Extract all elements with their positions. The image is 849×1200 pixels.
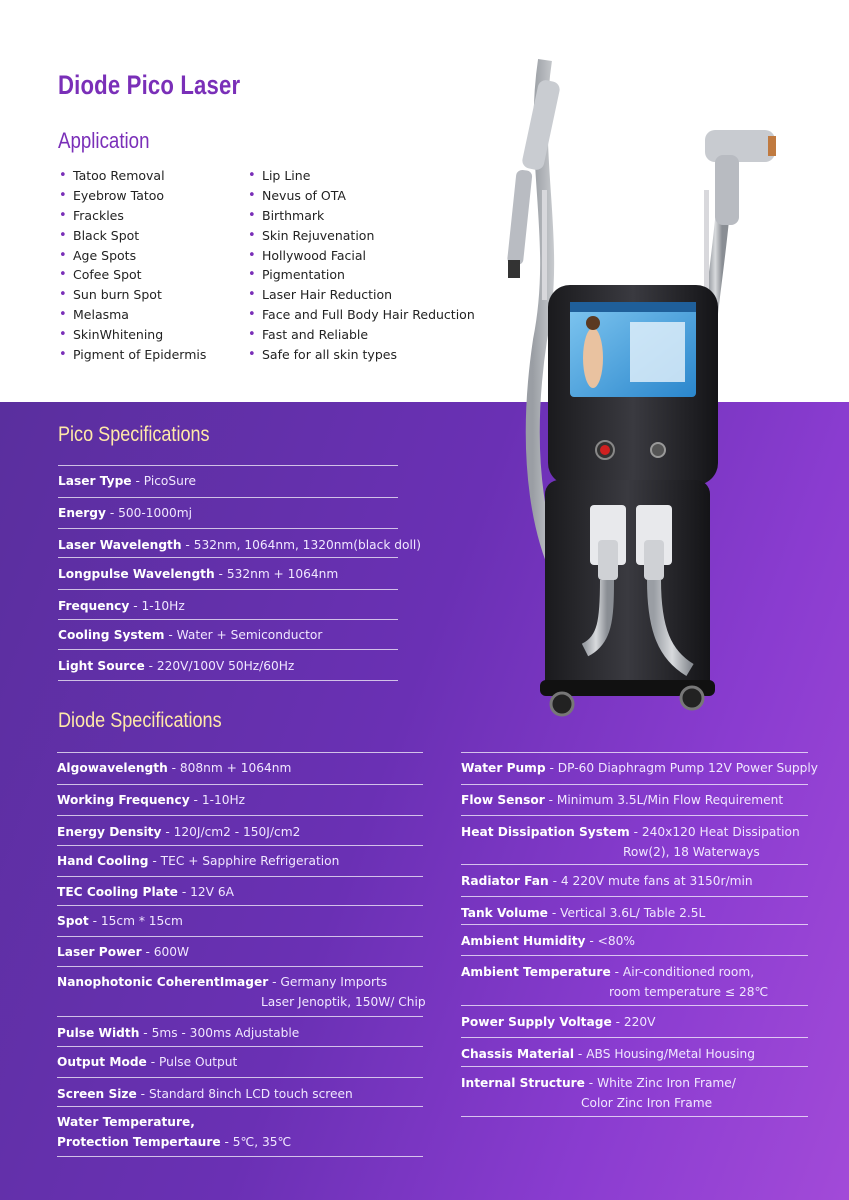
application-item: • Pigmentation: [248, 265, 475, 285]
spec-value-line2: Laser Jenoptik, 150W/ Chip: [261, 995, 426, 1009]
spec-row: Laser Wavelength - 532nm, 1064nm, 1320nm(black doll): [58, 538, 421, 552]
spec-row: Laser Power - 600W: [57, 945, 190, 959]
spec-label: Pulse Width: [57, 1026, 140, 1040]
page-title: Diode Pico Laser: [58, 70, 241, 100]
application-item: • Laser Hair Reduction: [248, 285, 475, 305]
spec-row: Spot - 15cm * 15cm: [57, 914, 183, 928]
spec-row: Energy Density - 120J/cm2 - 150J/cm2: [57, 825, 301, 839]
spec-value: 12V 6A: [190, 885, 234, 899]
spec-label: Laser Wavelength: [58, 538, 182, 552]
application-list-right: [248, 166, 475, 365]
spec-label: Screen Size: [57, 1087, 137, 1101]
spec-value: 5ms - 300ms Adjustable: [151, 1026, 300, 1040]
spec-value: PicoSure: [143, 474, 197, 488]
spec-value: 4 220V mute fans at 3150r/min: [560, 874, 753, 888]
application-item: • Pigment of Epidermis: [59, 345, 206, 365]
divider: [461, 1037, 808, 1038]
spec-value: 1-10Hz: [201, 793, 246, 807]
divider: [57, 1046, 423, 1047]
spec-label-line2: Protection Tempertaure: [57, 1135, 221, 1149]
divider: [58, 589, 398, 590]
divider: [58, 528, 398, 529]
spec-value: 532nm, 1064nm, 1320nm(black doll): [193, 538, 421, 552]
diode-spec-heading: Diode Specifications: [58, 709, 222, 732]
spec-value-line2: Color Zinc Iron Frame: [581, 1096, 713, 1110]
spec-row: Longpulse Wavelength - 532nm + 1064nm: [58, 567, 339, 581]
spec-label: Flow Sensor: [461, 793, 545, 807]
spec-label: Algowavelength: [57, 761, 168, 775]
spec-row: Tank Volume - Vertical 3.6L/ Table 2.5L: [461, 906, 706, 920]
spec-value: 500-1000mj: [118, 506, 193, 520]
spec-value: 240x120 Heat Dissipation: [641, 825, 800, 839]
divider: [57, 784, 423, 785]
application-heading: Application: [58, 128, 150, 153]
spec-label: Laser Power: [57, 945, 142, 959]
spec-value: 220V: [623, 1015, 656, 1029]
spec-row: Nanophotonic CoherentImager - Germany Imports Laser Jenoptik, 150W/ Chip: [57, 972, 426, 1012]
spec-row: Light Source - 220V/100V 50Hz/60Hz: [58, 659, 295, 673]
spec-label: Ambient Humidity: [461, 934, 586, 948]
spec-value: TEC + Sapphire Refrigeration: [160, 854, 340, 868]
application-list-left: [59, 166, 206, 365]
spec-row: Screen Size - Standard 8inch LCD touch screen: [57, 1087, 353, 1101]
spec-label: Energy Density: [57, 825, 162, 839]
spec-row: Laser Type - PicoSure: [58, 474, 197, 488]
spec-row: Water Pump - DP-60 Diaphragm Pump 12V Power Supply: [461, 761, 819, 775]
divider: [58, 557, 398, 558]
application-item: • Age Spots: [59, 246, 206, 266]
spec-row: Ambient Humidity - <80%: [461, 934, 635, 948]
spec-row: Ambient Temperature - Air-conditioned room, room temperature ≤ 28℃: [461, 962, 768, 1002]
spec-label: Chassis Material: [461, 1047, 575, 1061]
divider: [58, 680, 398, 681]
spec-value: Water + Semiconductor: [176, 628, 323, 642]
spec-row: Frequency - 1-10Hz: [58, 599, 185, 613]
application-item: • Fast and Reliable: [248, 325, 475, 345]
divider: [58, 497, 398, 498]
divider: [461, 955, 808, 956]
spec-label: Longpulse Wavelength: [58, 567, 215, 581]
spec-label: Radiator Fan: [461, 874, 549, 888]
spec-label: Water Temperature,: [57, 1115, 195, 1129]
spec-row: Working Frequency - 1-10Hz: [57, 793, 246, 807]
spec-row: Power Supply Voltage - 220V: [461, 1015, 656, 1029]
divider: [57, 752, 423, 753]
application-item: • Lip Line: [248, 166, 475, 186]
divider: [461, 864, 808, 865]
spec-row: Flow Sensor - Minimum 3.5L/Min Flow Requirement: [461, 793, 784, 807]
divider: [58, 619, 398, 620]
application-item: • Skin Rejuvenation: [248, 226, 475, 246]
divider: [461, 815, 808, 816]
spec-row: Internal Structure - White Zinc Iron Frame/ Color Zinc Iron Frame: [461, 1073, 736, 1113]
application-item: • Nevus of OTA: [248, 186, 475, 206]
spec-label: Output Mode: [57, 1055, 147, 1069]
spec-value-line2: Row(2), 18 Waterways: [623, 845, 760, 859]
divider: [461, 1066, 808, 1067]
spec-value: DP-60 Diaphragm Pump 12V Power Supply: [557, 761, 819, 775]
laser-machine-image: [490, 40, 790, 720]
spec-label: Water Pump: [461, 761, 546, 775]
spec-value: Pulse Output: [158, 1055, 238, 1069]
divider: [58, 649, 398, 650]
spec-value: Germany Imports: [280, 975, 388, 989]
spec-value: 5℃, 35℃: [232, 1135, 292, 1149]
divider: [57, 1077, 423, 1078]
spec-value: 15cm * 15cm: [100, 914, 183, 928]
divider: [57, 876, 423, 877]
divider: [57, 936, 423, 937]
application-item: • Hollywood Facial: [248, 246, 475, 266]
application-item: • Birthmark: [248, 206, 475, 226]
spec-row: Output Mode - Pulse Output: [57, 1055, 238, 1069]
divider: [58, 465, 398, 466]
spec-label: Spot: [57, 914, 89, 928]
spec-row: Heat Dissipation System - 240x120 Heat Dissipation Row(2), 18 Waterways: [461, 822, 800, 862]
divider: [57, 905, 423, 906]
spec-label: TEC Cooling Plate: [57, 885, 178, 899]
spec-value: White Zinc Iron Frame/: [597, 1076, 736, 1090]
spec-value: ABS Housing/Metal Housing: [586, 1047, 756, 1061]
spec-value: 1-10Hz: [141, 599, 185, 613]
spec-label: Energy: [58, 506, 106, 520]
spec-label: Power Supply Voltage: [461, 1015, 612, 1029]
spec-value: Air-conditioned room,: [622, 965, 755, 979]
spec-value: 600W: [153, 945, 190, 959]
divider: [461, 1005, 808, 1006]
application-item: • SkinWhitening: [59, 325, 206, 345]
spec-row: Water Temperature, Protection Tempertaure - 5℃, 35℃: [57, 1115, 292, 1149]
spec-label: Hand Cooling: [57, 854, 149, 868]
application-item: • Frackles: [59, 206, 206, 226]
spec-value: <80%: [597, 934, 635, 948]
spec-value: Standard 8inch LCD touch screen: [148, 1087, 353, 1101]
spec-label: Internal Structure: [461, 1076, 585, 1090]
spec-row: Hand Cooling - TEC + Sapphire Refrigeration: [57, 854, 340, 868]
spec-value: 120J/cm2 - 150J/cm2: [173, 825, 301, 839]
spec-label: Cooling System: [58, 628, 165, 642]
application-item: • Melasma: [59, 305, 206, 325]
spec-value: 532nm + 1064nm: [226, 567, 339, 581]
application-item: • Eyebrow Tatoo: [59, 186, 206, 206]
spec-value: Minimum 3.5L/Min Flow Requirement: [556, 793, 784, 807]
spec-label: Light Source: [58, 659, 145, 673]
spec-row: Algowavelength - 808nm + 1064nm: [57, 761, 292, 775]
spec-label: Laser Type: [58, 474, 132, 488]
spec-row: Cooling System - Water + Semiconductor: [58, 628, 323, 642]
application-item: • Sun burn Spot: [59, 285, 206, 305]
spec-label: Nanophotonic CoherentImager: [57, 975, 269, 989]
divider: [57, 1156, 423, 1157]
divider: [57, 966, 423, 967]
divider: [57, 845, 423, 846]
application-item: • Tatoo Removal: [59, 166, 206, 186]
divider: [461, 1116, 808, 1117]
divider: [461, 752, 808, 753]
application-item: • Face and Full Body Hair Reduction: [248, 305, 475, 325]
spec-value: 220V/100V 50Hz/60Hz: [156, 659, 295, 673]
divider: [461, 924, 808, 925]
spec-label: Ambient Temperature: [461, 965, 611, 979]
spec-value: 808nm + 1064nm: [179, 761, 292, 775]
divider: [461, 896, 808, 897]
spec-row: Energy - 500-1000mj: [58, 506, 193, 520]
spec-label: Tank Volume: [461, 906, 548, 920]
spec-row: Pulse Width - 5ms - 300ms Adjustable: [57, 1026, 300, 1040]
spec-label: Heat Dissipation System: [461, 825, 630, 839]
spec-value: Vertical 3.6L/ Table 2.5L: [560, 906, 706, 920]
divider: [57, 1106, 423, 1107]
spec-label: Working Frequency: [57, 793, 190, 807]
spec-row: Radiator Fan - 4 220V mute fans at 3150r/min: [461, 874, 753, 888]
application-item: • Safe for all skin types: [248, 345, 475, 365]
divider: [57, 815, 423, 816]
spec-value-line2: room temperature ≤ 28℃: [609, 985, 769, 999]
application-item: • Black Spot: [59, 226, 206, 246]
spec-row: Chassis Material - ABS Housing/Metal Housing: [461, 1047, 756, 1061]
spec-row: TEC Cooling Plate - 12V 6A: [57, 885, 234, 899]
application-item: • Cofee Spot: [59, 265, 206, 285]
spec-label: Frequency: [58, 599, 130, 613]
divider: [57, 1016, 423, 1017]
pico-spec-heading: Pico Specifications: [58, 423, 210, 446]
divider: [461, 784, 808, 785]
